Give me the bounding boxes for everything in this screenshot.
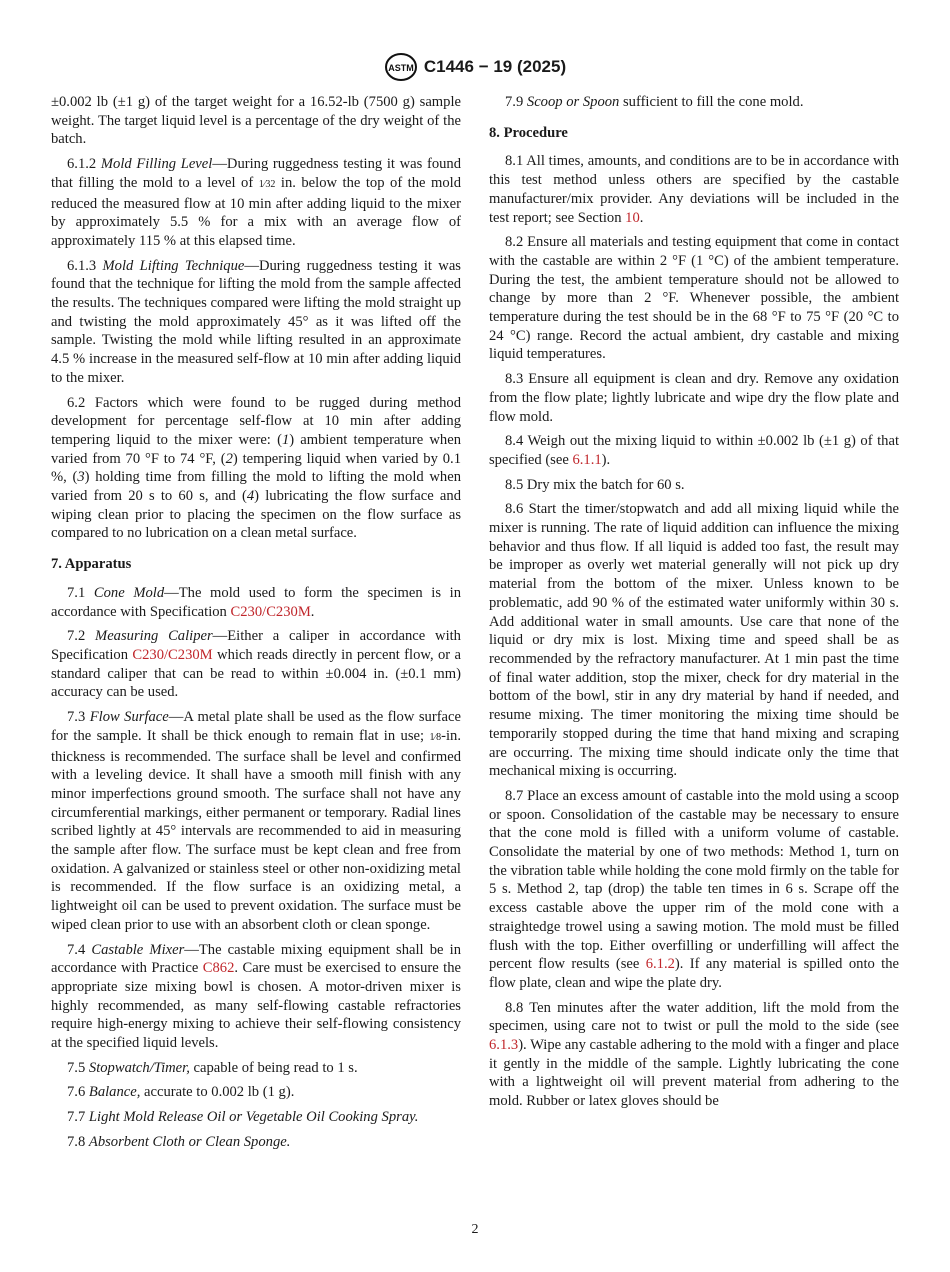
paragraph-7-8: 7.8 Absorbent Cloth or Clean Sponge.	[67, 1133, 291, 1150]
paragraph-7-3: 7.3 Flow Surface—A metal plate shall be used as the flow surface for the sample. It shall be thick enough to remain flat in use; 1⁄8-in. thickness is recommended. The surface shall be level and confirmed with a leveling device. It shall have a smooth mill finish with any minor imperfections ground smooth. The surface shall not have any circumferential markings, either permanent or temporary. Radial lines scribed lightly at 45° intervals are recommended to aid in measuring the sample after flow. The surface must be kept clean and free from oxidation. A galvanized or stainless steel or other non-oxidizing metal is recommended. If the flow surface is an oxidizing metal, a lightweight oil can be used to prevent oxidation. The surface must be wiped clean prior to use with an absorbent cloth or clean sponge.	[51, 709, 461, 933]
right-column	[489, 93, 899, 1117]
left-column	[51, 93, 461, 1158]
link-6-1-1[interactable]: 6.1.1	[572, 451, 602, 468]
link-c862[interactable]: C862	[202, 960, 235, 977]
paragraph-8-2: 8.2 Ensure all materials and testing equipment that come in contact with the castable are within 2 °F (1 °C) of the ambient temperature. During the test, the ambient temperature should not be allowed to change by more than 2 °F. Whenever possible, the ambient temperature during the test should be in the 68 °F to 75 °F (20 °C to 24 °C) range. Record the actual ambient, dry castable and mixing liquid temperatures.	[489, 234, 899, 363]
paragraph-6-1-1-continued: ±0.002 lb (±1 g) of the target weight for a 16.52-lb (7500 g) sample weight. The target liquid level is a percentage of the dry weight of the batch.	[51, 94, 461, 148]
paragraph-7-7: 7.7 Light Mold Release Oil or Vegetable Oil Cooking Spray.	[67, 1109, 419, 1126]
section-heading-procedure: 8. Procedure	[489, 124, 568, 141]
paragraph-8-6: 8.6 Start the timer/stopwatch and add all mixing liquid while the mixer is running. The rate of liquid addition can influence the mixing behavior and thus flow. If all liquid is added too fast, the result may be improper as overly wet material generally will not pick up dry material from the bottom of the mixer. Unless known to be problematic, add 90 % of the estimated water uniformly within 30 s. Add additional water in small amounts. Use care that none of the liquid or dry mix is lost. Mixing time and speed shall be as recommended by the refractory manufacturer. At 1 min past the time of final water addition, stop the mixer, check for dry material in the bottom of the bowl, stir in any dry material by hand if needed, and resume mixing. The timer monitoring the mixing time should be temporarily stopped during the time that hand mixing and scraping are occurring. The mixing time should indicate only the time that mechanical mixing is occurring.	[489, 501, 899, 780]
paragraph-7-6: 7.6 Balance, accurate to 0.002 lb (1 g).	[67, 1084, 295, 1101]
link-6-1-2[interactable]: 6.1.2	[645, 956, 675, 973]
paragraph-7-9: 7.9 Scoop or Spoon sufficient to fill the cone mold.	[505, 94, 804, 110]
astm-logo-icon	[384, 52, 418, 82]
link-section-10[interactable]: 10	[625, 209, 640, 226]
paragraph-8-5: 8.5 Dry mix the batch for 60 s.	[505, 476, 685, 493]
paragraph-7-4: 7.4 Castable Mixer—The castable mixing equipment shall be in accordance with Practice C862. Care must be exercised to ensure the appropriate size mixing bowl is chosen. A motor-driven mixer is highly recommended, as many self-flowing castable refractories require high-energy mixing to achieve their self-flowing consistency at the specified liquid levels.	[51, 941, 461, 1052]
paragraph-6-1-2: 6.1.2 Mold Filling Level—During ruggedness testing it was found that filling the mold to a level of 1⁄32 in. below the top of the mold reduced the measured flow at 10 min after adding liquid to the mixer by approximately 5.5 % for a mix with an average flow of approximately 115 % at this elapsed time.	[51, 156, 462, 249]
paragraph-6-1-3: 6.1.3 Mold Lifting Technique—During ruggedness testing it was found that the technique for lifting the mold from the sample affected the results. The techniques compared were lifting the mold straight up and twisting the mold approximately 45° as it was lifted off the sample. Twisting the mold while lifting resulted in an approximate 4.5 % increase in the measured self-flow at 10 min after adding liquid to the mixer.	[51, 257, 461, 386]
paragraph-8-3: 8.3 Ensure all equipment is clean and dry. Remove any oxidation from the flow plate; lightly lubricate and wipe dry the flow plate and flow mold.	[489, 371, 899, 425]
svg-text:ASTM: ASTM	[388, 63, 414, 73]
paragraph-8-4: 8.4 Weigh out the mixing liquid to within ±0.002 lb (±1 g) of that specified (see 6.1.1).	[489, 433, 899, 468]
standard-designation: C1446 − 19 (2025)	[423, 57, 567, 76]
page-number: 2	[471, 1222, 479, 1237]
paragraph-6-2: 6.2 Factors which were found to be rugged during method development for percentage self-flow at 10 min after adding tempering liquid to the mixer were: (1) ambient temperature when varied from 70 °F to 74 °F, (2) tempering liquid when varied by 0.1 %, (3) holding time from filling the mold to lifting the mold when varied from 20 s to 60 s, and (4) lubricating the flow surface and wiping clean prior to placing the specimen on the flow surface as compared to no lubrication on a clean metal surface.	[51, 394, 462, 542]
paragraph-7-2: 7.2 Measuring Caliper—Either a caliper in accordance with Specification C230/C230M which reads directly in percent flow, or a standard caliper that can be read to within ±0.004 in. (±0.1 mm) accuracy can be used.	[51, 628, 461, 701]
paragraph-7-1: 7.1 Cone Mold—The mold used to form the specimen is in accordance with Specification C230/C230M.	[51, 584, 461, 620]
link-c230[interactable]: C230/C230M	[230, 603, 311, 620]
section-heading-apparatus: 7. Apparatus	[51, 556, 132, 573]
paragraph-7-5: 7.5 Stopwatch/Timer, capable of being read to 1 s.	[67, 1059, 358, 1076]
paragraph-8-7: 8.7 Place an excess amount of castable into the mold using a scoop or spoon. Consolidation of the castable may be necessary to ensure that the cone mold is filled with a uniform volume of castable. Consolidate the material by one of two methods: Method 1, turn on the vibration table while holding the cone mold firmly on the table for 5 s. Method 2, tap (drop) the table ten times in 6 s. Scrape off the excess castable above the upper rim of the mold cone with a straightedge trowel using a sawing motion. The mold must be filled flush with the top. Either overfilling or underfilling will affect the percent flow results (see 6.1.2). If any material is spilled onto the flow plate, clean and wipe the plate dry.	[489, 787, 899, 991]
link-c230-2[interactable]: C230/C230M	[132, 646, 213, 663]
paragraph-8-8: 8.8 Ten minutes after the water addition, lift the mold from the specimen, using care not to twist or pull the mold to the side (see 6.1.3). Wipe any castable adhering to the mold with a finger and place it gently in the middle of the sample. Lightly lubricating the cone with a lightweight oil will prevent material from adhering to the mold. Rubber or latex gloves should be	[489, 999, 899, 1110]
paragraph-8-1: 8.1 All times, amounts, and conditions are to be in accordance with this test method unless others are specified by the castable manufacturer/mix provider. Any deviations will be included in the test report; see Section 10.	[489, 153, 899, 226]
page-header	[0, 52, 950, 82]
link-6-1-3[interactable]: 6.1.3	[489, 1037, 519, 1054]
